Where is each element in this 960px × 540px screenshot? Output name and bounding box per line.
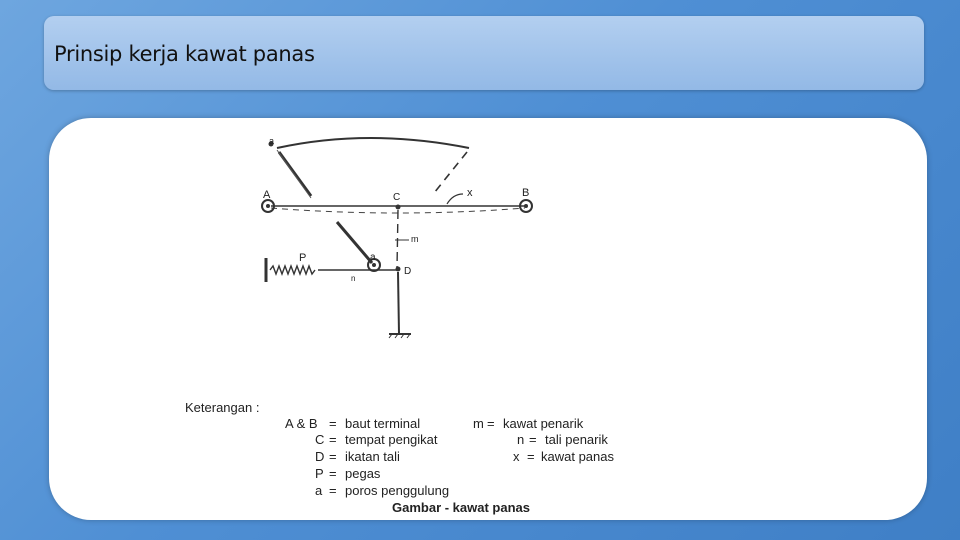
pointer-upper bbox=[279, 152, 311, 196]
legend-right-2-text: kawat panas bbox=[541, 449, 614, 464]
legend-left-4-key: a bbox=[315, 483, 323, 498]
legend-left-1-eq: = bbox=[329, 432, 337, 447]
legend-right-2-key: x bbox=[513, 449, 520, 464]
legend-left-3-text: pegas bbox=[345, 466, 381, 481]
label-P: P bbox=[299, 252, 307, 264]
legend-left-1-key: C bbox=[315, 432, 325, 447]
legend-left-0-text: baut terminal bbox=[345, 416, 421, 431]
legend-right-1-text: tali penarik bbox=[545, 432, 608, 447]
legend-right-0-key: m bbox=[473, 416, 484, 431]
label-n: n bbox=[351, 274, 356, 283]
legend-left-0-key: A & B bbox=[285, 416, 318, 431]
support-post bbox=[398, 272, 399, 334]
title-bar bbox=[44, 16, 924, 90]
label-x: x bbox=[467, 187, 473, 199]
point-D bbox=[396, 267, 401, 272]
terminal-A-center bbox=[266, 204, 270, 208]
legend-right-1-eq: = bbox=[529, 432, 537, 447]
legend-left-2-eq: = bbox=[329, 449, 337, 464]
label-a-big: a bbox=[370, 252, 376, 263]
label-B: B bbox=[522, 187, 530, 199]
legend-left-3-key: P bbox=[315, 466, 324, 481]
legend-left-3-eq: = bbox=[329, 466, 337, 481]
scale-arc bbox=[277, 138, 469, 148]
legend-right-2-eq: = bbox=[527, 449, 535, 464]
spring-P bbox=[270, 266, 315, 274]
x-leader bbox=[447, 194, 463, 204]
label-m: m bbox=[411, 234, 419, 244]
figure-caption: Gambar - kawat panas bbox=[392, 500, 530, 515]
slide-title: Prinsip kerja kawat panas bbox=[54, 42, 315, 66]
legend-left-4-eq: = bbox=[329, 483, 337, 498]
hot-wire-diagram bbox=[49, 118, 927, 520]
scale-dash bbox=[434, 152, 467, 193]
legend-heading: Keterangan : bbox=[185, 400, 260, 415]
legend-right-0-eq: = bbox=[487, 416, 495, 431]
legend-left-2-key: D bbox=[315, 449, 325, 464]
pointer-lower bbox=[337, 222, 372, 263]
label-D: D bbox=[404, 266, 412, 277]
point-C bbox=[396, 205, 401, 210]
axle-a-center bbox=[372, 263, 376, 267]
label-a-small: a bbox=[269, 136, 275, 146]
legend-left-1-text: tempat pengikat bbox=[345, 432, 438, 447]
legend-left-2-text: ikatan tali bbox=[345, 449, 400, 464]
label-A: A bbox=[263, 189, 271, 201]
legend-right-1-key: n bbox=[517, 432, 525, 447]
label-C: C bbox=[393, 192, 401, 203]
content-panel bbox=[49, 118, 927, 520]
terminal-B-center bbox=[524, 204, 528, 208]
legend-left-0-eq: = bbox=[329, 416, 337, 431]
pull-wire-m bbox=[397, 210, 398, 268]
pointer-upper-edge bbox=[277, 150, 311, 198]
legend-left-4-text: poros penggulung bbox=[345, 483, 450, 498]
legend-right-0-text: kawat penarik bbox=[503, 416, 584, 431]
